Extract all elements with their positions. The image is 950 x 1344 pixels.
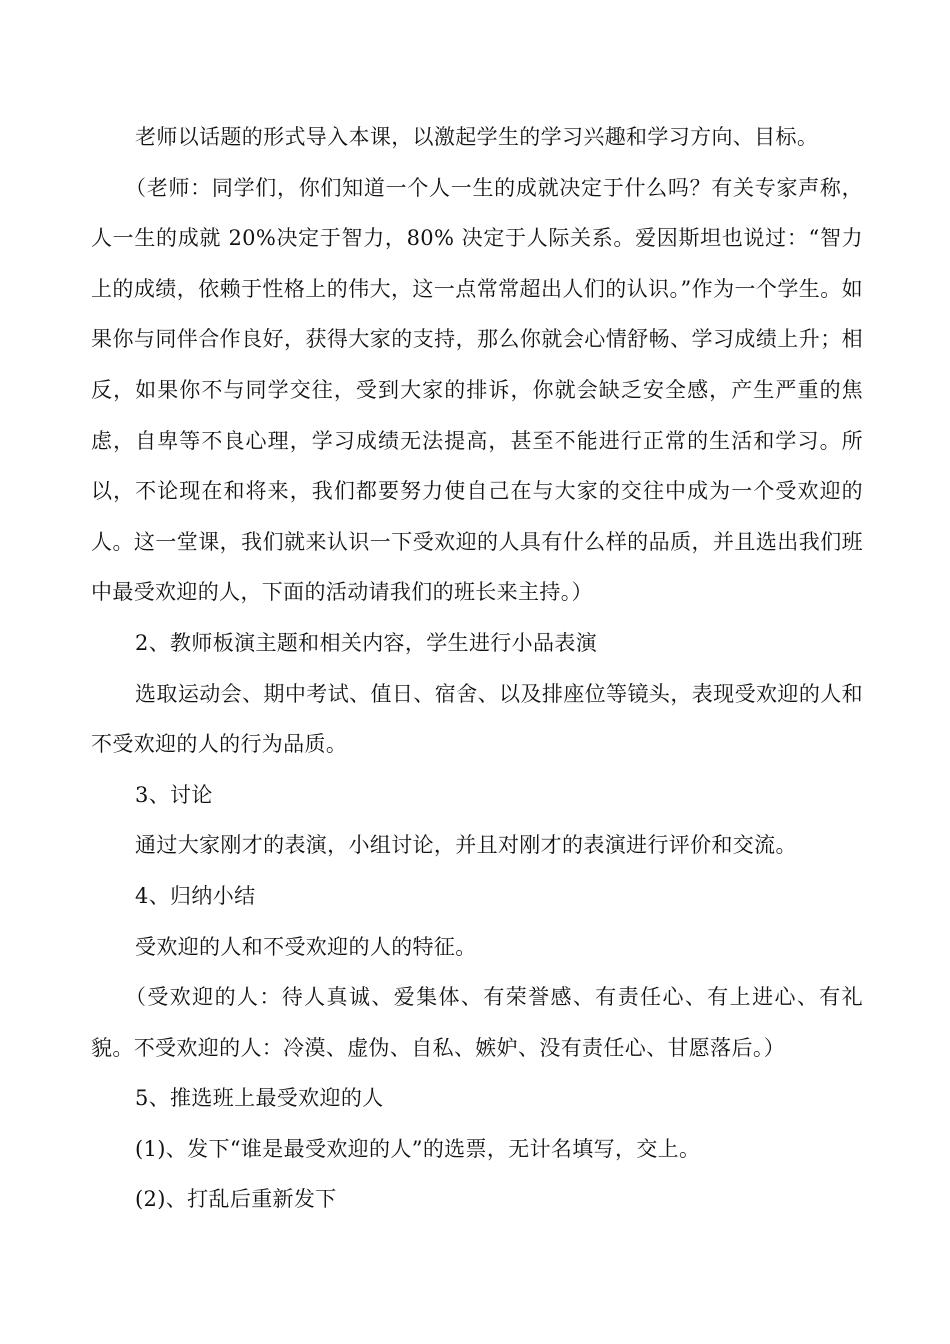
paragraph-step-5-1: (1)、发下“谁是最受欢迎的人”的选票，无计名填写，交上。: [135, 1136, 701, 1161]
paragraph-step-4: 4、归纳小结: [135, 883, 256, 908]
paragraph-intro: 老师以话题的形式导入本课，以激起学生的学习兴趣和学习方向、目标。: [135, 125, 819, 149]
paragraph-step-2: 2、教师板演主题和相关内容，学生进行小品表演: [135, 630, 598, 655]
paragraph-teacher-speech: （老师：同学们，你们知道一个人一生的成就决定于什么吗？有关专家声称，人一生的成就 20%决定于智力，80% 决定于人际关系。爱因斯坦也说过：“智力上的成绩，依赖于性格上的伟大，这一点常常超出人们的认识。”作为一个学生。如果你与同伴合作良好，获得大家的支持，那么你就会心情舒畅、学习成绩上升；相反，如果你不与同学交往，受到大家的排诉，你就会缺乏安全感，产生严重的焦虑，自卑等不良心理，学习成绩无法提高，甚至不能进行正常的生活和学习。所以，不论现在和将来，我们都要努力使自己在与大家的交往中成为一个受欢迎的人。这一堂课，我们就来认识一下受欢迎的人具有什么样的品质，并且选出我们班中最受欢迎的人，下面的活动请我们的班长来主持。）: [91, 175, 863, 605]
paragraph-step-5-2: (2)、打乱后重新发下: [135, 1187, 337, 1212]
paragraph-step-3-detail: 通过大家刚才的表演，小组讨论，并且对刚才的表演进行评价和交流。: [135, 833, 797, 858]
document-body: [91, 112, 863, 1225]
paragraph-step-4-detail: 受欢迎的人和不受欢迎的人的特征。: [135, 934, 477, 959]
paragraph-step-2-detail: 选取运动会、期中考试、值日、宿舍、以及排座位等镜头，表现受欢迎的人和不受欢迎的人的行为品质。: [91, 681, 863, 757]
paragraph-traits: （受欢迎的人：待人真诚、爱集体、有荣誉感、有责任心、有上进心、有礼貌。不受欢迎的人：冷漠、虚伪、自私、嫉妒、没有责任心、甘愿落后。）: [91, 985, 863, 1060]
paragraph-step-3: 3、讨论: [135, 782, 213, 807]
paragraph-step-5: 5、推选班上最受欢迎的人: [135, 1086, 384, 1111]
